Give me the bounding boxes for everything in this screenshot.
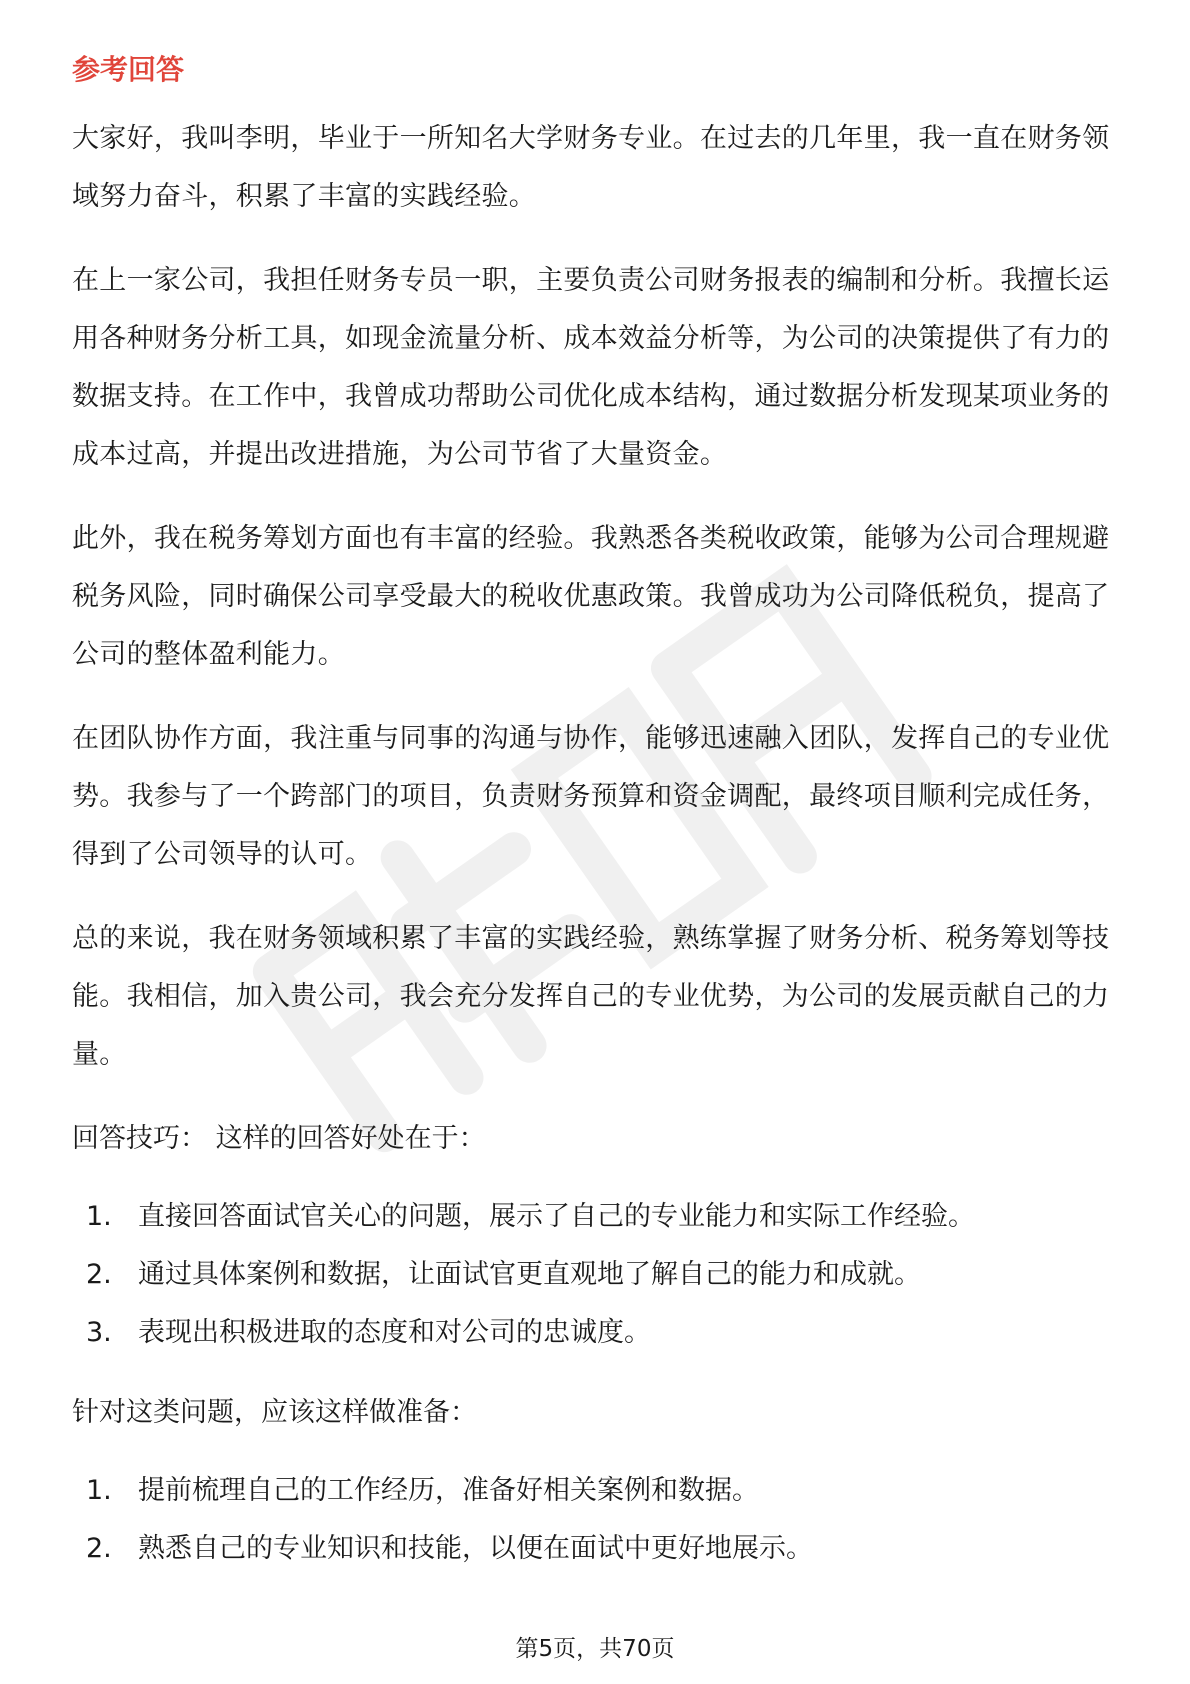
tips-list	[72, 1188, 1122, 1362]
paragraph-summary: 总的来说，我在财务领域积累了丰富的实践经验，熟练掌握了财务分析、税务筹划等技能。我相信，加入贵公司，我会充分发挥自己的专业优势，为公司的发展贡献自己的力量。	[72, 923, 1110, 1070]
document-page	[72, 50, 1122, 1600]
list-number: 2.	[86, 1259, 112, 1290]
list-item	[72, 1188, 1122, 1246]
tips-label: 回答技巧： 这样的回答好处在于：	[72, 1123, 486, 1154]
list-item	[72, 1462, 1122, 1520]
list-text: 提前梳理自己的工作经历，准备好相关案例和数据。	[138, 1475, 759, 1506]
list-item	[72, 1520, 1122, 1578]
list-number: 2.	[86, 1533, 112, 1564]
list-text: 熟悉自己的专业知识和技能，以便在面试中更好地展示。	[138, 1533, 813, 1564]
page-footer: 第5页，共70页	[515, 1636, 675, 1662]
list-text: 通过具体案例和数据，让面试官更直观地了解自己的能力和成就。	[138, 1259, 921, 1290]
list-item	[72, 1246, 1122, 1304]
list-number: 3.	[86, 1317, 112, 1348]
paragraph-intro: 大家好，我叫李明，毕业于一所知名大学财务专业。在过去的几年里，我一直在财务领域努力奋斗，积累了丰富的实践经验。	[72, 123, 1110, 212]
list-text: 表现出积极进取的态度和对公司的忠诚度。	[138, 1317, 651, 1348]
paragraph-teamwork: 在团队协作方面，我注重与同事的沟通与协作，能够迅速融入团队，发挥自己的专业优势。我参与了一个跨部门的项目，负责财务预算和资金调配，最终项目顺利完成任务，得到了公司领导的认可。	[72, 723, 1110, 870]
prep-label: 针对这类问题，应该这样做准备：	[72, 1397, 477, 1428]
prep-list	[72, 1462, 1122, 1578]
list-text: 直接回答面试官关心的问题，展示了自己的专业能力和实际工作经验。	[138, 1201, 975, 1232]
list-item	[72, 1304, 1122, 1362]
paragraph-tax-planning: 此外，我在税务筹划方面也有丰富的经验。我熟悉各类税收政策，能够为公司合理规避税务风险，同时确保公司享受最大的税收优惠政策。我曾成功为公司降低税负，提高了公司的整体盈利能力。	[72, 523, 1110, 670]
section-title: 参考回答	[72, 53, 185, 86]
list-number: 1.	[86, 1475, 112, 1506]
paragraph-previous-job: 在上一家公司，我担任财务专员一职，主要负责公司财务报表的编制和分析。我擅长运用各种财务分析工具，如现金流量分析、成本效益分析等，为公司的决策提供了有力的数据支持。在工作中，我曾成功帮助公司优化成本结构，通过数据分析发现某项业务的成本过高，并提出改进措施，为公司节省了大量资金。	[72, 265, 1110, 470]
list-number: 1.	[86, 1201, 112, 1232]
